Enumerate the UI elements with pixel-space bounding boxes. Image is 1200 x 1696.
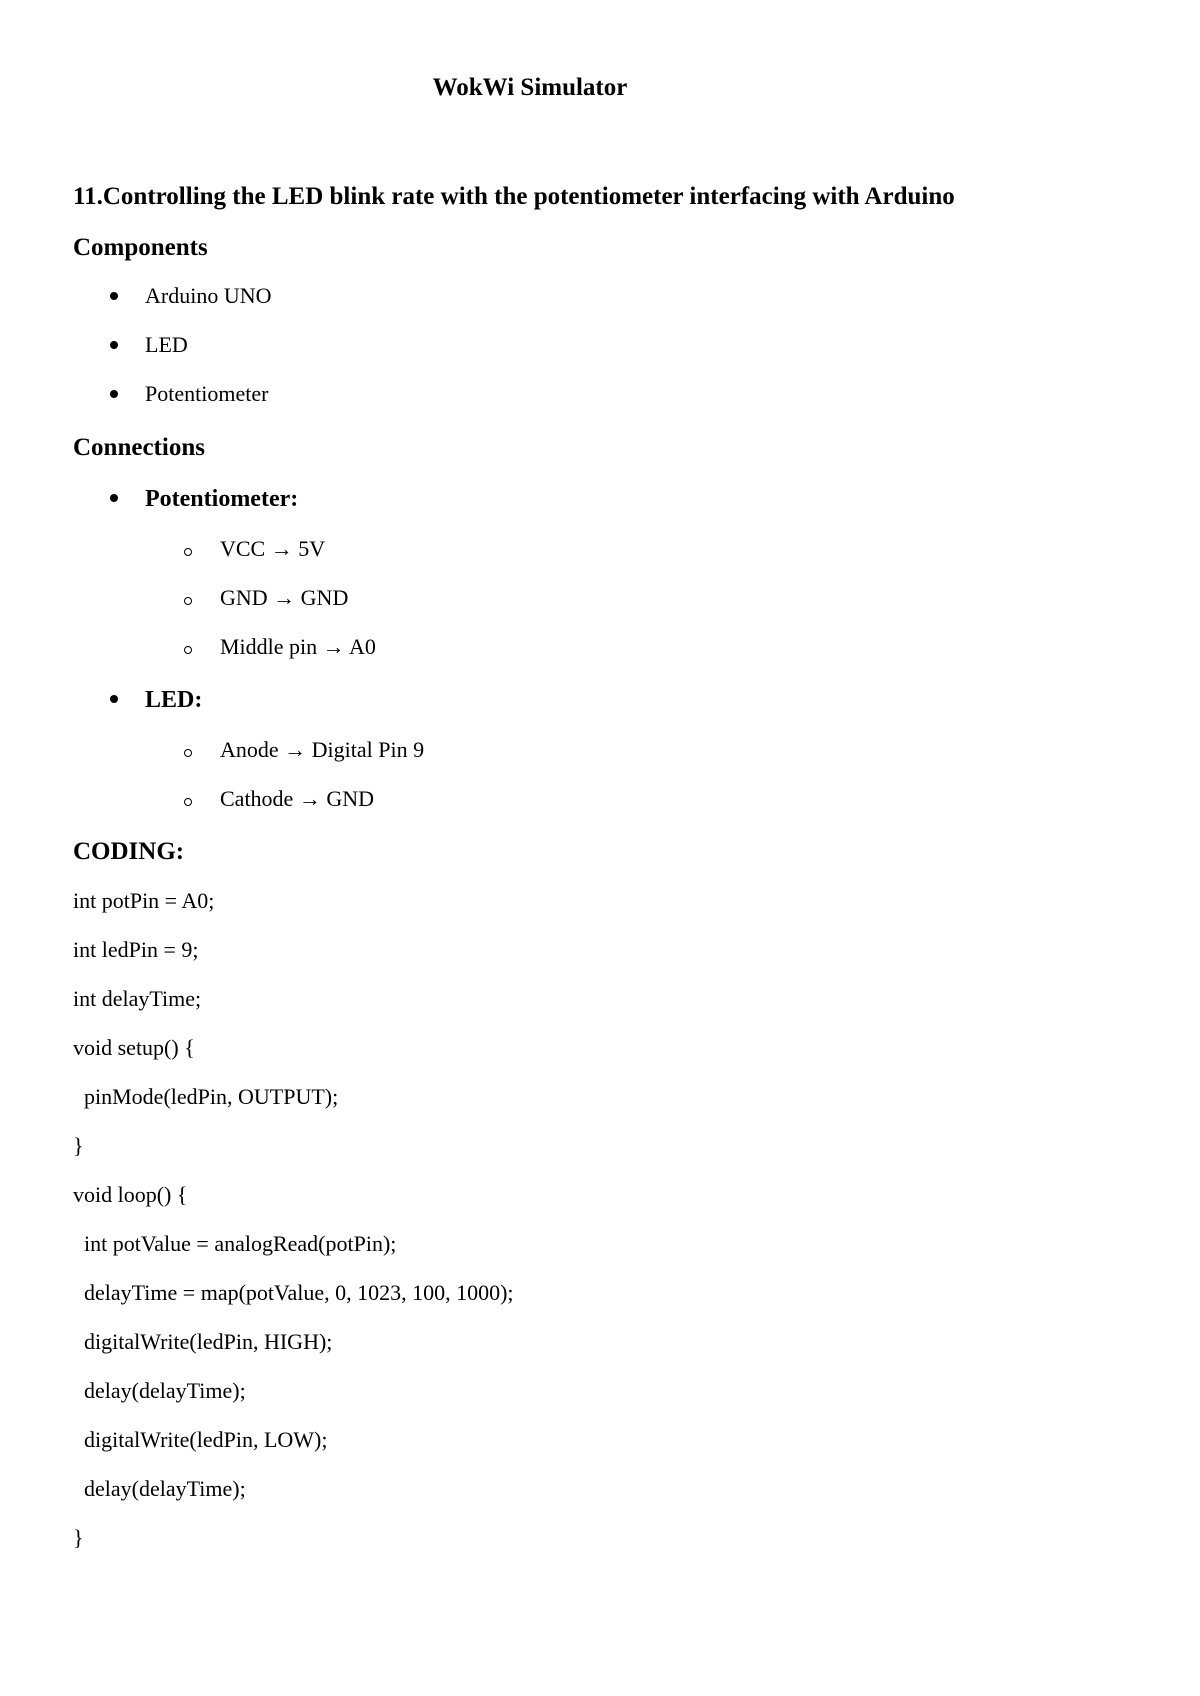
component-item-label: Potentiometer bbox=[145, 381, 269, 406]
sub-bullet-icon bbox=[184, 798, 192, 806]
bullet-icon bbox=[110, 695, 118, 703]
code-line: } bbox=[73, 1133, 84, 1158]
connection-item-label: GND → GND bbox=[220, 585, 349, 610]
components-heading: Components bbox=[73, 234, 208, 261]
bullet-icon bbox=[110, 292, 118, 300]
bullet-icon bbox=[110, 390, 118, 398]
code-line: int ledPin = 9; bbox=[73, 937, 199, 962]
code-line: pinMode(ledPin, OUTPUT); bbox=[73, 1084, 339, 1109]
component-item-label: Arduino UNO bbox=[145, 283, 272, 308]
code-line: int potPin = A0; bbox=[73, 888, 215, 913]
component-item bbox=[110, 381, 268, 407]
code-line: int potValue = analogRead(potPin); bbox=[73, 1231, 397, 1256]
connections-heading: Connections bbox=[73, 434, 205, 461]
sub-bullet-icon bbox=[184, 597, 192, 605]
document-title: WokWi Simulator bbox=[432, 74, 628, 101]
connection-item bbox=[184, 585, 348, 611]
connection-item bbox=[184, 786, 374, 812]
connection-item-label: Anode → Digital Pin 9 bbox=[220, 737, 425, 762]
coding-heading: CODING: bbox=[73, 838, 185, 865]
connection-item bbox=[184, 737, 424, 763]
experiment-title: 11.Controlling the LED blink rate with the potentiometer interfacing with Arduino bbox=[73, 183, 955, 210]
code-line: int delayTime; bbox=[73, 986, 202, 1011]
sub-bullet-icon bbox=[184, 646, 192, 654]
code-line: delayTime = map(potValue, 0, 1023, 100, 1000); bbox=[73, 1280, 514, 1305]
connection-item-label: VCC → 5V bbox=[220, 536, 326, 561]
code-line: delay(delayTime); bbox=[73, 1378, 246, 1403]
code-line: digitalWrite(ledPin, HIGH); bbox=[73, 1329, 333, 1354]
code-line: void loop() { bbox=[73, 1182, 188, 1207]
code-line: delay(delayTime); bbox=[73, 1476, 246, 1501]
component-item bbox=[110, 332, 188, 358]
component-item-label: LED bbox=[145, 332, 188, 357]
sub-bullet-icon bbox=[184, 749, 192, 757]
component-item bbox=[110, 283, 272, 309]
connection-group-label: LED: bbox=[145, 687, 203, 713]
connection-item-label: Cathode → GND bbox=[220, 786, 374, 811]
connection-item-label: Middle pin → A0 bbox=[220, 634, 376, 659]
code-line: void setup() { bbox=[73, 1035, 195, 1060]
connection-group-potentiometer bbox=[110, 486, 298, 513]
connection-item bbox=[184, 634, 376, 660]
code-line: digitalWrite(ledPin, LOW); bbox=[73, 1427, 328, 1452]
connection-group-led bbox=[110, 687, 202, 714]
connection-item bbox=[184, 536, 325, 562]
code-line: } bbox=[73, 1525, 84, 1550]
bullet-icon bbox=[110, 494, 118, 502]
connection-group-label: Potentiometer: bbox=[145, 486, 299, 512]
sub-bullet-icon bbox=[184, 548, 192, 556]
bullet-icon bbox=[110, 341, 118, 349]
